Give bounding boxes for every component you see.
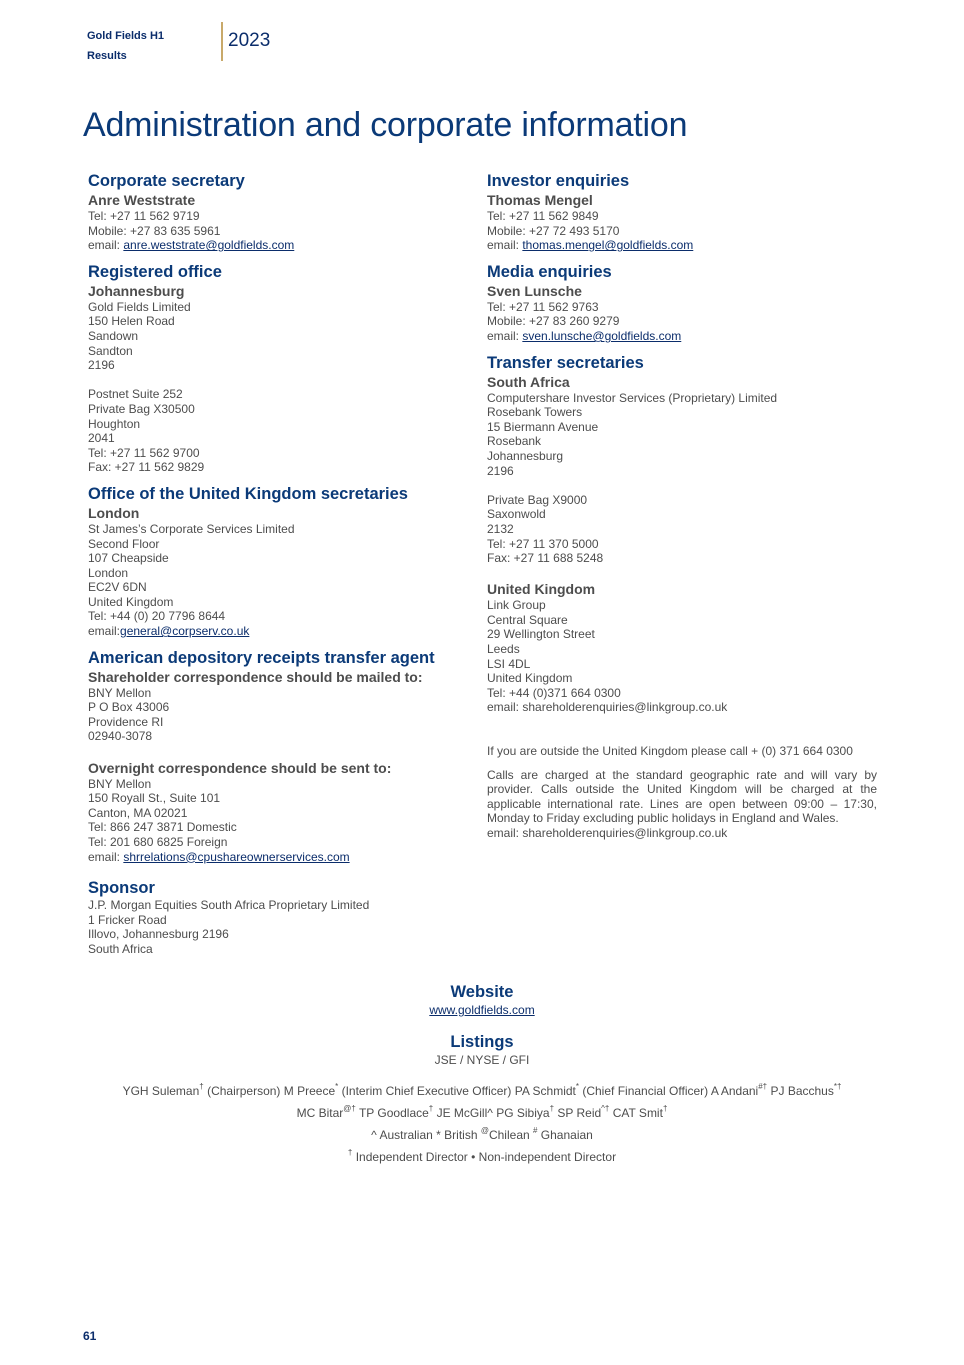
director-name: PJ Bacchus — [767, 1084, 834, 1098]
address-line: 150 Helen Road — [88, 314, 175, 329]
address-line: Providence RI — [88, 714, 164, 729]
legend-mark: # — [533, 1126, 538, 1135]
investor-enquiries-section — [487, 171, 877, 253]
corporate-secretary-section — [88, 171, 468, 253]
tel-line: Tel: +44 (0)371 664 0300 — [487, 685, 621, 700]
director-name: MC Bitar — [296, 1106, 344, 1120]
address-line: Central Square — [487, 612, 568, 627]
director-mark: † — [662, 1104, 668, 1113]
director-name: JE McGill^ PG Sibiya — [433, 1106, 550, 1120]
email-label: email: — [487, 238, 523, 253]
legend-text: • Non-independent Director — [467, 1150, 617, 1164]
header-company — [87, 26, 164, 66]
tel-line: Tel: +27 11 562 9763 — [487, 299, 599, 314]
email-label: email: — [88, 849, 124, 864]
page-title: Administration and corporate information — [83, 106, 688, 144]
address-line: 107 Cheapside — [88, 551, 169, 566]
website-section — [0, 982, 964, 1018]
sub-heading: Shareholder correspondence should be mailed to: — [88, 668, 423, 685]
outside-uk-note: If you are outside the United Kingdom please call + (0) 371 664 0300 — [487, 744, 853, 759]
director-mark: † — [549, 1104, 555, 1113]
contact-name: Sven Lunsche — [487, 282, 582, 299]
email-line: email: shareholderenquiries@linkgroup.co.uk — [487, 826, 728, 840]
email-link[interactable]: thomas.mengel@goldfields.com — [522, 238, 694, 253]
address-line: South Africa — [88, 941, 153, 956]
director-mark: *† — [833, 1082, 842, 1091]
left-column — [88, 171, 468, 966]
sub-heading: London — [88, 504, 140, 521]
legend-mark: † — [347, 1148, 353, 1157]
section-heading: Office of the United Kingdom secretaries — [88, 484, 408, 503]
address-line: EC2V 6DN — [88, 580, 147, 595]
director-mark: * — [575, 1082, 580, 1091]
listings-value: JSE / NYSE / GFI — [434, 1053, 530, 1067]
address-line: Illovo, Johannesburg 2196 — [88, 927, 229, 942]
address-line: 2196 — [487, 463, 514, 478]
section-heading: American depository receipts transfer agent — [88, 648, 435, 667]
tel-line: Tel: +27 11 562 9700 — [88, 445, 200, 460]
legend-text: Ghanaian — [537, 1128, 593, 1142]
address-line: Leeds — [487, 642, 520, 657]
section-heading: Sponsor — [88, 879, 155, 898]
listings-section — [0, 1032, 964, 1068]
address-line: BNY Mellon — [88, 776, 152, 791]
director-mark: @† — [343, 1104, 356, 1113]
director-name: PA Schmidt — [514, 1084, 576, 1098]
directors-block — [0, 1080, 964, 1168]
sponsor-section — [88, 878, 468, 956]
section-heading: Transfer secretaries — [487, 353, 644, 372]
director-name: CAT Smit — [609, 1106, 663, 1120]
address-line: Private Bag X30500 — [88, 401, 195, 416]
director-name: A Andani — [710, 1084, 759, 1098]
address-line: 2041 — [88, 431, 115, 446]
tel-line: Tel: 201 680 6825 Foreign — [88, 835, 228, 849]
email-label: email: — [487, 328, 523, 343]
nationality-legend — [0, 1124, 964, 1146]
address-line: United Kingdom — [487, 671, 573, 686]
director-role: (Chief Financial Officer) — [579, 1084, 711, 1098]
address-line: Canton, MA 02021 — [88, 805, 188, 820]
address-line: Saxonwold — [487, 507, 546, 522]
email-line: email: shareholderenquiries@linkgroup.co.uk — [487, 700, 728, 715]
tel-line: Tel: 866 247 3871 Domestic — [88, 820, 237, 835]
email-line — [487, 238, 877, 253]
registered-office-section — [88, 262, 468, 475]
director-mark: #† — [758, 1082, 768, 1091]
director-name: YGH Suleman — [122, 1084, 200, 1098]
address-line: Gold Fields Limited — [88, 299, 191, 314]
director-mark: * — [335, 1082, 339, 1091]
address-line: 1 Fricker Road — [88, 912, 167, 927]
director-mark: ^† — [601, 1104, 610, 1113]
address-line: 2132 — [487, 521, 514, 536]
email-link[interactable]: sven.lunsche@goldfields.com — [522, 328, 682, 343]
address-line: Houghton — [88, 416, 141, 431]
email-line — [88, 238, 468, 253]
fax-line: Fax: +27 11 562 9829 — [88, 460, 205, 475]
contact-name: Thomas Mengel — [487, 192, 593, 208]
mobile-line: Mobile: +27 72 493 5170 — [487, 223, 620, 238]
sub-heading: United Kingdom — [487, 581, 596, 598]
address-line: BNY Mellon — [88, 685, 152, 700]
email-link[interactable]: anre.weststrate@goldfields.com — [123, 238, 295, 253]
contact-name: Anre Weststrate — [88, 192, 196, 208]
director-role: (Chairperson) — [203, 1084, 284, 1098]
mobile-line: Mobile: +27 83 635 5961 — [88, 223, 221, 238]
director-mark: † — [428, 1104, 434, 1113]
address-line: 150 Royall St., Suite 101 — [88, 791, 221, 806]
email-label: email: — [88, 238, 124, 253]
address-line: 15 Biermann Avenue — [487, 419, 599, 434]
adr-agent-section — [88, 648, 468, 865]
address-line: 29 Wellington Street — [487, 627, 595, 642]
section-heading: Investor enquiries — [487, 172, 630, 190]
director-name: M Preece — [283, 1084, 336, 1098]
uk-secretaries-section — [88, 484, 468, 639]
sub-heading: Overnight correspondence should be sent to: — [88, 759, 392, 776]
fax-line: Fax: +27 11 688 5248 — [487, 551, 604, 566]
directors-line-1 — [0, 1080, 964, 1102]
tel-line: Tel: +27 11 562 9719 — [88, 209, 200, 223]
sub-heading: Johannesburg — [88, 282, 185, 299]
header-company-line1: Gold Fields H1 — [87, 30, 165, 42]
address-line: Postnet Suite 252 — [88, 387, 183, 402]
address-line: Link Group — [487, 598, 546, 613]
right-column — [487, 171, 877, 850]
tel-line: Tel: +44 (0) 20 7796 8644 — [88, 609, 226, 624]
address-line: 02940-3078 — [88, 729, 153, 744]
section-heading: Corporate secretary — [88, 172, 245, 190]
address-line: St James’s Corporate Services Limited — [88, 521, 295, 536]
email-label: email: — [88, 624, 121, 639]
tel-line: Tel: +27 11 370 5000 — [487, 536, 599, 551]
address-line: United Kingdom — [88, 594, 174, 609]
sub-heading: South Africa — [487, 373, 570, 390]
director-mark: † — [199, 1082, 204, 1091]
media-enquiries-section — [487, 262, 877, 344]
address-line: Sandton — [88, 343, 133, 358]
section-heading: Registered office — [88, 262, 222, 281]
email-line — [88, 624, 468, 639]
section-heading: Website — [450, 983, 514, 1001]
address-line: Rosebank Towers — [487, 405, 583, 420]
address-line: Rosebank — [487, 434, 542, 449]
address-line: LSI 4DL — [487, 656, 531, 671]
header-year: 2023 — [228, 30, 271, 51]
address-line: Private Bag X9000 — [487, 492, 588, 507]
header-divider — [221, 22, 223, 61]
page-number: 61 — [83, 1329, 97, 1343]
header-company-line2: Results — [87, 50, 127, 62]
legend-text: Independent Director — [352, 1150, 468, 1164]
address-line: 2196 — [88, 358, 115, 373]
legend-mark: @ — [480, 1126, 489, 1135]
email-line — [88, 850, 468, 865]
calls-note: Calls are charged at the standard geographic rate and will vary by provider. Calls outside the United Kingdom will be charged at the applicable international rate. Lines are open between 09:00 – 17:30, Monday to Friday excluding public holidays in England and Wales. — [487, 767, 877, 826]
address-line: Sandown — [88, 328, 139, 343]
section-heading: Listings — [450, 1033, 514, 1051]
website-link[interactable]: www.goldfields.com — [429, 1003, 535, 1017]
address-line: Second Floor — [88, 536, 160, 551]
email-link[interactable]: shrrelations@cpushareownerservices.com — [123, 849, 350, 864]
email-line — [487, 329, 877, 344]
tel-line: Tel: +27 11 562 9849 — [487, 209, 599, 223]
mobile-line: Mobile: +27 83 260 9279 — [487, 314, 620, 329]
legend-text: ^ Australian * British — [371, 1128, 481, 1142]
address-line: Johannesburg — [487, 448, 564, 463]
director-name: TP Goodlace — [355, 1106, 429, 1120]
directors-line-2 — [0, 1102, 964, 1124]
legend-text: Chilean — [488, 1128, 533, 1142]
address-line: P O Box 43006 — [88, 700, 170, 715]
address-line: Computershare Investor Services (Proprietary) Limited — [487, 390, 778, 405]
director-type-legend — [0, 1146, 964, 1168]
director-name: SP Reid — [554, 1106, 602, 1120]
address-line: London — [88, 565, 129, 580]
email-link[interactable]: general@corpserv.co.uk — [120, 624, 250, 639]
address-line: J.P. Morgan Equities South Africa Proprietary Limited — [88, 898, 370, 913]
transfer-secretaries-section — [487, 353, 877, 841]
director-role: (Interim Chief Executive Officer) — [338, 1084, 515, 1098]
section-heading: Media enquiries — [487, 262, 612, 281]
